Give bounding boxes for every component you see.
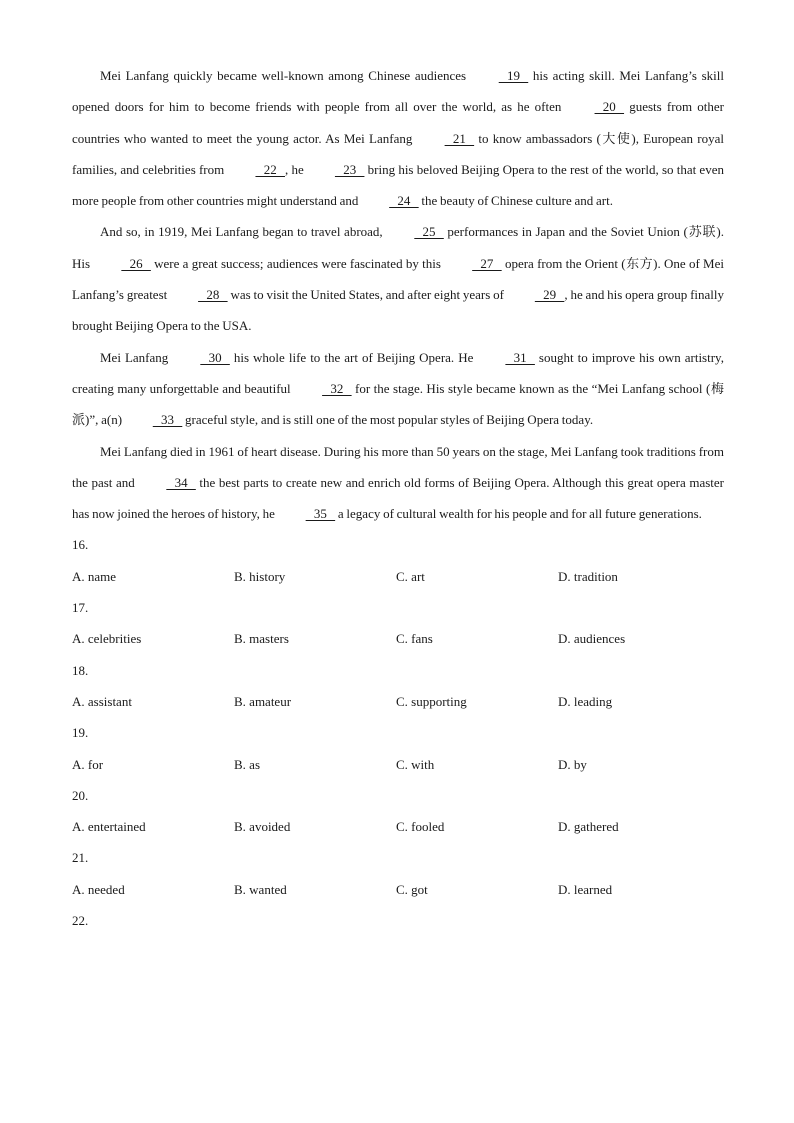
passage-text: his acting skill. Mei Lanfang’s skill opened doors for him to become friends with people from all over the world, as he often xyxy=(72,68,724,115)
answer-option[interactable]: D. audiences xyxy=(558,631,626,647)
answer-blank[interactable]: 27 xyxy=(472,255,502,271)
passage-text: bring his beloved Beijing Opera to the rest of the world, so that even more people from other countries might understand and xyxy=(72,161,724,209)
passage-paragraph xyxy=(72,60,724,216)
answer-option[interactable]: C. fooled xyxy=(396,819,445,835)
question-item xyxy=(72,842,724,905)
option-row xyxy=(72,623,724,654)
passage-text: sought to improve his own artistry, creating many unforgettable and beautiful xyxy=(72,349,724,396)
passage-text: Mei Lanfang died in 1961 of heart disease. During his more than 50 years on the stage, Mei Lanfang took traditions from the past and xyxy=(72,443,724,490)
answer-option[interactable]: D. gathered xyxy=(558,819,619,835)
question-list xyxy=(72,529,724,936)
answer-blank[interactable]: 24 xyxy=(389,193,419,209)
answer-option[interactable]: A. for xyxy=(72,756,104,772)
option-row xyxy=(72,561,724,592)
answer-option[interactable]: C. with xyxy=(396,756,435,772)
passage-text: for the stage. His style became known as the “Mei Lanfang school (梅派)”, a(n) xyxy=(72,380,724,428)
answer-option[interactable]: A. name xyxy=(72,568,117,584)
question-number: 16. xyxy=(72,537,89,553)
answer-option[interactable]: B. avoided xyxy=(234,819,291,835)
answer-option[interactable]: B. history xyxy=(234,568,286,584)
question-item xyxy=(72,717,724,780)
answer-blank[interactable]: 35 xyxy=(305,506,336,522)
passage-text: opera from the Orient (东方). One of Mei Lanfang’s greatest xyxy=(72,255,724,303)
answer-blank[interactable]: 31 xyxy=(505,349,535,365)
answer-option[interactable]: C. got xyxy=(396,881,428,897)
question-item xyxy=(72,529,724,592)
answer-option[interactable]: B. masters xyxy=(234,631,289,647)
question-item xyxy=(72,655,724,718)
answer-option[interactable]: A. assistant xyxy=(72,693,132,709)
passage-text: the beauty of Chinese culture and art. xyxy=(418,193,613,209)
answer-blank[interactable]: 22 xyxy=(255,161,285,177)
answer-option[interactable]: D. tradition xyxy=(558,568,618,584)
answer-option[interactable]: B. amateur xyxy=(234,693,292,709)
answer-option[interactable]: D. leading xyxy=(558,693,613,709)
passage-text: his whole life to the art of Beijing Opera. He xyxy=(229,349,478,365)
passage-text: was to visit the United States, and after eight years of xyxy=(227,287,507,303)
option-row xyxy=(72,686,724,717)
answer-option[interactable]: B. as xyxy=(234,756,260,772)
answer-blank[interactable]: 32 xyxy=(322,380,352,396)
answer-blank[interactable]: 20 xyxy=(594,99,625,115)
passage-text: Mei Lanfang xyxy=(100,349,173,365)
answer-blank[interactable]: 21 xyxy=(444,130,475,146)
answer-blank[interactable]: 34 xyxy=(166,474,196,490)
answer-blank[interactable]: 25 xyxy=(414,224,444,240)
passage-text: to know ambassadors (大使), European royal families, and celebrities from xyxy=(72,130,724,177)
passage-text: were a great success; audiences were fascinated by this xyxy=(150,255,445,271)
answer-blank[interactable]: 23 xyxy=(334,161,365,177)
option-row xyxy=(72,811,724,842)
option-row xyxy=(72,749,724,780)
answer-blank[interactable]: 26 xyxy=(121,255,151,271)
passage-paragraph xyxy=(72,436,724,530)
passage-text: And so, in 1919, Mei Lanfang began to travel abroad, xyxy=(100,224,387,240)
answer-blank[interactable]: 33 xyxy=(152,412,183,428)
answer-option[interactable]: C. art xyxy=(396,568,425,584)
answer-blank[interactable]: 30 xyxy=(200,349,230,365)
question-item xyxy=(72,592,724,655)
passage-text: guests from other countries who wanted to meet the young actor. As Mei Lanfang xyxy=(72,99,725,146)
answer-option[interactable]: A. needed xyxy=(72,881,125,897)
answer-option[interactable]: A. celebrities xyxy=(72,631,142,647)
reading-passage xyxy=(72,60,724,529)
question-number: 21. xyxy=(72,850,89,866)
question-item xyxy=(72,780,724,843)
passage-text: the best parts to create new and enrich old forms of Beijing Opera. Although this great opera master has now joined the heroes of history, he xyxy=(72,474,724,522)
passage-text: , he and his opera group finally brought Beijing Opera to the USA. xyxy=(72,287,724,334)
passage-text: Mei Lanfang quickly became well-known among Chinese audiences xyxy=(100,68,471,83)
question-item xyxy=(72,905,724,936)
question-number: 20. xyxy=(72,787,89,803)
answer-blank[interactable]: 28 xyxy=(198,287,228,303)
question-number: 22. xyxy=(72,913,89,929)
passage-paragraph xyxy=(72,216,724,341)
answer-option[interactable]: B. wanted xyxy=(234,881,287,897)
answer-option[interactable]: C. fans xyxy=(396,631,433,647)
passage-text: a legacy of cultural wealth for his people and for all future generations. xyxy=(335,506,702,522)
passage-text: performances in Japan and the Soviet Union (苏联). His xyxy=(72,224,724,271)
question-number: 17. xyxy=(72,600,89,616)
question-number: 18. xyxy=(72,662,89,678)
exam-page xyxy=(72,60,724,936)
option-row xyxy=(72,874,724,905)
answer-option[interactable]: D. by xyxy=(558,756,587,772)
answer-option[interactable]: D. learned xyxy=(558,881,613,897)
passage-text: , he xyxy=(284,161,307,177)
answer-blank[interactable]: 19 xyxy=(498,68,529,83)
passage-text: graceful style, and is still one of the most popular styles of Beijing Opera today. xyxy=(182,412,594,428)
answer-option[interactable]: A. entertained xyxy=(72,819,146,835)
question-number: 19. xyxy=(72,725,89,741)
answer-option[interactable]: C. supporting xyxy=(396,693,467,709)
passage-paragraph xyxy=(72,342,724,436)
answer-blank[interactable]: 29 xyxy=(534,287,565,303)
